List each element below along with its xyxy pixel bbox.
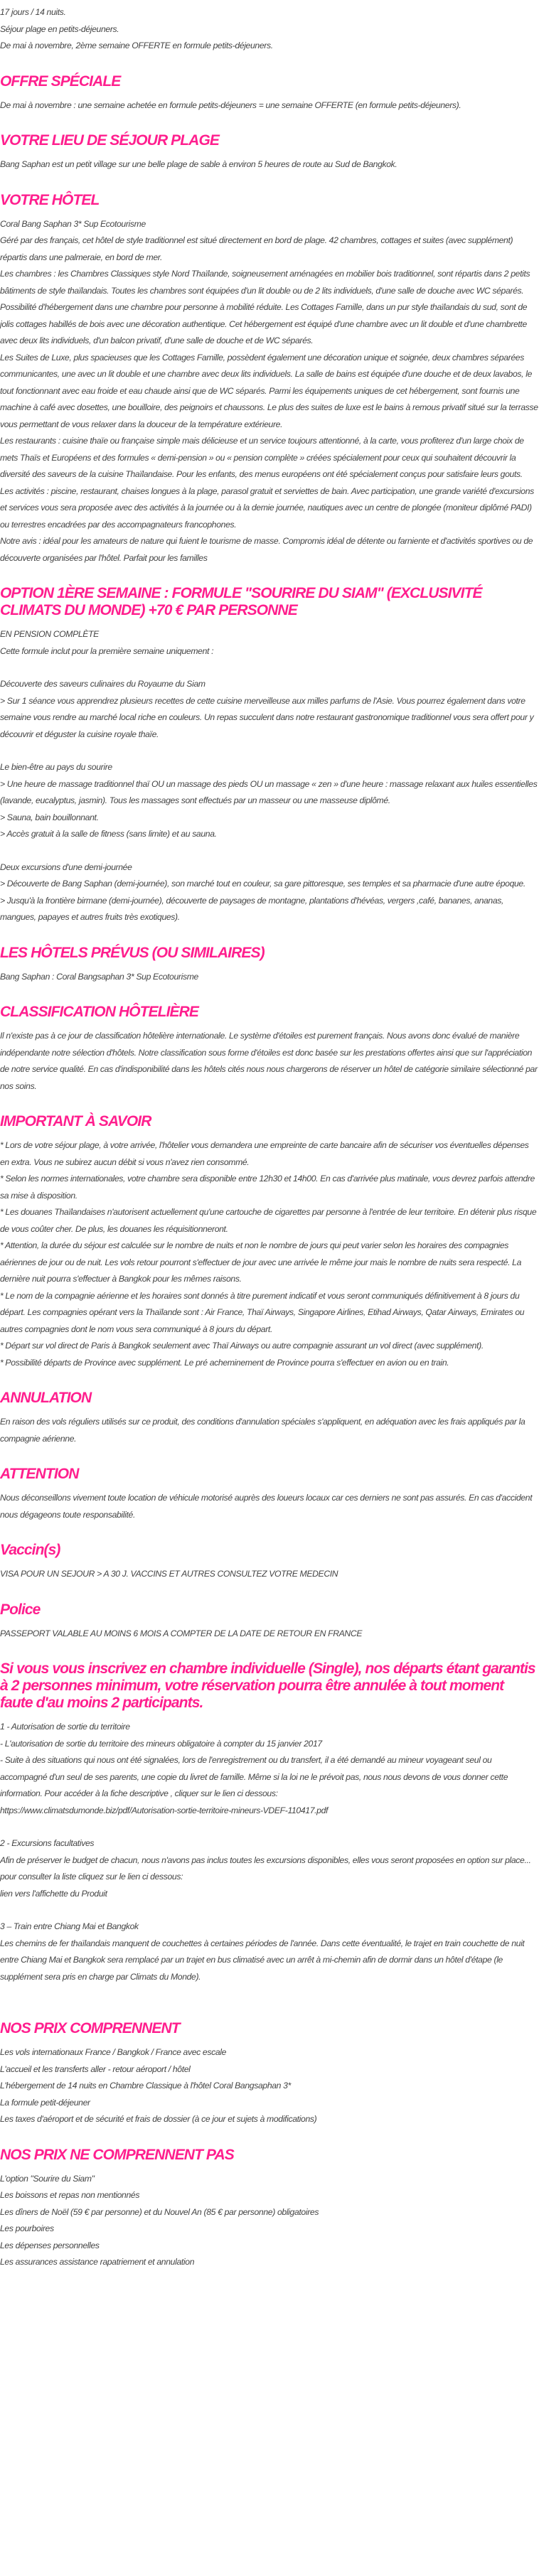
price-includes-section — [0, 2020, 539, 2128]
single-room-title: Si vous vous inscrivez en chambre individuelle (Single), nos départs étant garantis à 2 personnes minimum, votre réservation pourra être annulée à tout moment faute d'au moins 2 participants. — [0, 1660, 535, 1711]
warning-text: Nous déconseillons vivement toute location de véhicule motorisé auprès des loueurs locaux car ces derniers ne sont pas assurés. En cas d'accident nous dégageons toute responsabilité. — [0, 1493, 533, 1520]
special-offer-text: De mai à novembre : une semaine achetée en formule petits-déjeuners = une semaine OFFERTE (en formule petits-déjeuners). — [0, 100, 461, 110]
option-intro: Cette formule inclut pour la première semaine uniquement : — [0, 645, 214, 656]
exit-authorization-link[interactable]: https://www.climatsdumonde.biz/pdf/Autorisation-sortie-territoire-mineurs-VDEF-110417.pdf — [0, 1805, 329, 1815]
price-includes-item: Les vols internationaux France / Bangkok / France avec escale — [0, 2047, 227, 2057]
price-includes-item: Les taxes d'aéroport et de sécurité et frais de dossier (à ce jour et sujets à modifications) — [0, 2114, 317, 2124]
cancellation-title: ANNULATION — [0, 1390, 92, 1406]
option-title: OPTION 1ÈRE SEMAINE : FORMULE "SOURIRE DU SIAM" (EXCLUSIVITÉ CLIMATS DU MONDE) +70 € PAR PERSONNE — [0, 585, 482, 618]
beach-location-section — [0, 132, 539, 173]
special-offer-section — [0, 73, 539, 114]
cancellation-text: En raison des vols réguliers utilisés sur ce produit, des conditions d'annulation spéciales s'appliquent, en adéquation avec les frais appliqués par la compagnie aérienne. — [0, 1417, 525, 1444]
important-item: * Attention, la durée du séjour est calculée sur le nombre de nuits et non le nombre de jours qui peut varier selon les horaires des compagnies aériennes de jour ou de nuit. Les vols retour pourront s'effectuer de jour avec une arrivée le même jour mais le nombre de nuits sera respecté. La dernière nuit pourra s'effectuer à Bangkok pour les mêmes raisons. — [0, 1240, 522, 1284]
option-block-heading: Deux excursions d'une demi-journée — [0, 862, 132, 872]
single-block-line: Afin de préserver le budget de chacun, nous n'avons pas inclus toutes les excursions disponibles, elles vous seront proposées en option sur place... pour consulter la liste cliquez sur le lien ci dessous: — [0, 1855, 531, 1882]
price-excludes-item: Les dépenses personnelles — [0, 2240, 100, 2250]
planned-hotels-title: LES HÔTELS PRÉVUS (OU SIMILAIRES) — [0, 944, 265, 961]
product-poster-link[interactable]: lien vers l'affichette du Produit — [0, 1888, 107, 1899]
hotel-restaurants: Les restaurants : cuisine thaïe ou française simple mais délicieuse et un service toujours attentionné, à la carte, vous profiterez d'un large choix de mets Thaïs et Européens et des formules « demi-pension » ou « pension complète » créées spécialement pour ceux qui souhaitent découvrir la diversité des saveurs de la cuisine Thaïlandaise. Pour les enfants, des menus européens ont été spécialement conçus pour satisfaire leurs gouts. — [0, 436, 524, 479]
price-excludes-item: Les pourboires — [0, 2223, 54, 2233]
hotel-description: Géré par des français, cet hôtel de style traditionnel est situé directement en bord de plage. 42 chambres, cottages et suites (avec supplément) répartis dans une palmeraie, en bord de mer. — [0, 235, 513, 262]
beach-location-text: Bang Saphan est un petit village sur une belle plage de sable à environ 5 heures de route au Sud de Bangkok. — [0, 159, 397, 169]
price-includes-item: L'hébergement de 14 nuits en Chambre Classique à l'hôtel Coral Bangsaphan 3* — [0, 2081, 291, 2091]
single-block-heading: 2 - Excursions facultatives — [0, 1838, 95, 1848]
hotel-name: Coral Bang Saphan 3* Sup Ecotourisme — [0, 218, 146, 229]
single-block-heading: 3 – Train entre Chiang Mai et Bangkok — [0, 1921, 139, 1931]
planned-hotels-text: Bang Saphan : Coral Bangsaphan 3* Sup Ecotourisme — [0, 971, 198, 982]
important-item: * Départ sur vol direct de Paris à Bangkok seulement avec Thaï Airways ou autre compagnie assurant un vol direct (avec supplément). — [0, 1341, 484, 1351]
single-block-heading: 1 - Autorisation de sortie du territoire — [0, 1722, 130, 1732]
warning-section — [0, 1466, 539, 1523]
important-item: * Lors de votre séjour plage, à votre arrivée, l'hôtelier vous demandera une empreinte de carte bancaire afin de sécuriser vos éventuelles dépenses en extra. Vous ne subirez aucun débit si vous n'avez rien consommé. — [0, 1140, 529, 1167]
intro-offer: De mai à novembre, 2ème semaine OFFERTE en formule petits-déjeuners. — [0, 41, 273, 50]
option-block-line: > Jusqu'à la frontière birmane (demi-journée), découverte de paysages de montagne, plantations d'hévéas, vergers ,café, bananes, ananas, mangues, papayes et autres fruits très exotiques). — [0, 895, 504, 922]
option-block-line: > Sauna, bain bouillonnant. — [0, 812, 99, 822]
police-text: PASSEPORT VALABLE AU MOINS 6 MOIS A COMPTER DE LA DATE DE RETOUR EN FRANCE — [0, 1628, 363, 1638]
hotel-title: VOTRE HÔTEL — [0, 191, 100, 208]
price-excludes-item: Les assurances assistance rapatriement et annulation — [0, 2257, 195, 2267]
important-item: * Selon les normes internationales, votre chambre sera disponible entre 12h30 et 14h00. En cas d'arrivée plus matinale, vous devrez parfois attendre sa mise à disposition. — [0, 1174, 535, 1201]
single-block-line: - L'autorisation de sortie du territoire des mineurs obligatoire à compter du 15 janvier 2017 — [0, 1738, 322, 1749]
police-title: Police — [0, 1601, 41, 1618]
important-item: * Le nom de la compagnie aérienne et les horaires sont donnés à titre purement indicatif et vous seront communiqués définitivement à 8 jours du départ. Les compagnies opérant vers la Thaïlande sont : Air France, Thaï Airways, Singapore Airlines, Etihad Airways, Qatar Airways, Emirates ou autres compagnies dont le nom vous sera communiqué à 8 jours du départ. — [0, 1290, 525, 1334]
beach-location-title: VOTRE LIEU DE SÉJOUR PLAGE — [0, 132, 219, 149]
hotel-review: Notre avis : idéal pour les amateurs de nature qui fuient le tourisme de masse. Compromis idéal de détente ou farniente et d'activités sportives ou de découverte organisées par l'hôtel. Parfait pour les familles — [0, 536, 533, 563]
single-block-line: - Suite à des situations qui nous ont été signalées, lors de l'enregistrement ou du transfert, il a été demandé au mineur voyageant seul ou accompagné d'un seul de ses parents, une copie du livret de famille. Même si la loi ne le prévoit pas, nous nous devons de vous donner cette information. Pour accéder à la fiche descriptive , cliquer sur le lien ci dessous: — [0, 1755, 508, 1798]
hotel-activities: Les activités : piscine, restaurant, chaises longues à la plage, parasol gratuit et serviettes de bain. Avec participation, une grande variété d'excursions et services vous sera proposée avec des activités à la journée ou à la demie journée, nautiques avec un centre de plongée (moniteur diplômé PADI) ou terrestres encadrées par des accompagnateurs francophones. — [0, 485, 534, 530]
hotel-suites: Les Suites de Luxe, plus spacieuses que les Cottages Famille, possèdent également une décoration unique et soignée, deux chambres séparées communicantes, une avec un lit double et une chambre avec deux lits individuels. La salle de bains est équipée d'une douche et de deux lavabos, le tout fonctionnant avec eau froide et eau chaude ainsi que de WC séparés. Parmi les équipements uniques de cet hébergement, sont fournis une machine à café avec dosettes, une bouilloire, des peignoirs et chaussons. Le plus des suites de luxe est le bains à remous privatif situé sur la terrasse vous permettant de vous relaxer dans la douceur de la température extérieure. — [0, 352, 538, 429]
price-includes-title: NOS PRIX COMPRENNENT — [0, 2020, 180, 2036]
price-excludes-item: Les boissons et repas non mentionnés — [0, 2190, 140, 2200]
vaccines-text: VISA POUR UN SEJOUR > A 30 J. VACCINS ET AUTRES CONSULTEZ VOTRE MEDECIN — [0, 1569, 338, 1579]
price-includes-item: L'accueil et les transferts aller - retour aéroport / hôtel — [0, 2064, 191, 2074]
hotel-classification-section — [0, 1004, 539, 1095]
planned-hotels-section — [0, 945, 539, 986]
option-section — [0, 585, 539, 926]
warning-title: ATTENTION — [0, 1466, 79, 1482]
hotel-classification-text: Il n'existe pas à ce jour de classification hôtelière internationale. Le système d'étoiles est purement français. Nous avons donc évalué de manière indépendante notre sélection d'hôtels. Notre classification sous forme d'étoiles est donc basée sur les prestations offertes ainsi que sur l'appréciation de notre service qualité. En cas d'indisponibilité dans les hôtels cités nous nous chargerons de réserver un hôtel de catégorie similaire sélectionné par nos soins. — [0, 1031, 538, 1091]
hotel-section — [0, 192, 539, 567]
hotel-rooms: Les chambres : les Chambres Classiques style Nord Thaïlande, soigneusement aménagées en mobilier bois traditionnel, sont répartis dans 2 petits bâtiments de style thaïlandais. Toutes les chambres sont équipées d'un lit double ou de 2 lits individuels, d'une salle de douche avec WC séparés. Possibilité d'hébergement dans une chambre pour personne à mobilité réduite. Les Cottages Famille, dans un pur style thaïlandais du sud, sont de jolis cottages habillés de bois avec une décoration authentique. Cet hébergement est équipé d'une chambre avec un lit double et d'une chambrette avec deux lits individuels, d'un balcon privatif, d'une salle de douche et de WC séparés. — [0, 269, 530, 345]
important-title: IMPORTANT À SAVOIR — [0, 1113, 151, 1129]
vaccines-title: Vaccin(s) — [0, 1542, 60, 1558]
price-includes-item: La formule petit-déjeuner — [0, 2097, 90, 2108]
price-excludes-title: NOS PRIX NE COMPRENNENT PAS — [0, 2146, 234, 2163]
price-excludes-item: L'option "Sourire du Siam" — [0, 2173, 95, 2184]
option-block-heading: Découverte des saveurs culinaires du Royaume du Siam — [0, 679, 206, 689]
single-block-line: Les chemins de fer thaïlandais manquent de couchettes à certaines périodes de l'année. Dans cette éventualité, le trajet en train couchette de nuit entre Chiang Mai et Bangkok sera remplacé par un trajet en bus climatisé avec un arrêt à mi-chemin afin de dormir dans un hôtel d'étape (le supplément sera pris en charge par Climats du Monde). — [0, 1938, 525, 1982]
single-room-section — [0, 1660, 539, 2002]
option-block-line: > Sur 1 séance vous apprendrez plusieurs recettes de cette cuisine merveilleuse aux milles parfums de l'Asie. Vous pourrez également dans votre semaine vous rendre au marché local riche en couleurs. Un repas succulent dans notre restaurant gastronomique traditionnel vous sera offert pour y découvrir et déguster la cuisine royale thaïe. — [0, 695, 534, 739]
option-subtitle: EN PENSION COMPLÈTE — [0, 629, 99, 639]
important-section — [0, 1113, 539, 1371]
option-block-line: > Une heure de massage traditionnel thaï OU un massage des pieds OU un massage « zen » d'une heure : massage relaxant aux huiles essentielles (lavande, eucalyptus, jasmin). Tous les massages sont effectués par un masseur ou une masseuse diplômé. — [0, 778, 538, 805]
intro-duration: 17 jours / 14 nuits. — [0, 7, 66, 17]
police-section — [0, 1601, 539, 1643]
important-item: * Les douanes Thaïlandaises n'autorisent actuellement qu'une cartouche de cigarettes par personne à l'entrée de leur territoire. En détenir plus risque de vous coûter cher. De plus, les douanes les réquisitionneront. — [0, 1207, 537, 1234]
option-block-line: > Accès gratuit à la salle de fitness (sans limite) et au sauna. — [0, 829, 217, 839]
price-excludes-section — [0, 2147, 539, 2271]
cancellation-section — [0, 1390, 539, 1447]
important-item: * Possibilité départs de Province avec supplément. Le pré acheminement de Province pourra s'effectuer en avion ou en train. — [0, 1357, 449, 1368]
price-excludes-item: Les dîners de Noël (59 € par personne) et du Nouvel An (85 € par personne) obligatoires — [0, 2206, 319, 2217]
option-block-heading: Le bien-être au pays du sourire — [0, 762, 112, 772]
option-block-line: > Découverte de Bang Saphan (demi-journée), son marché tout en couleur, sa gare pittoresque, ses temples et sa pharmacie d'une autre époque. — [0, 879, 525, 889]
intro-formula: Séjour plage en petits-déjeuners. — [0, 23, 119, 34]
special-offer-title: OFFRE SPÉCIALE — [0, 73, 121, 90]
vaccines-section — [0, 1542, 539, 1583]
hotel-classification-title: CLASSIFICATION HÔTELIÈRE — [0, 1004, 199, 1020]
intro-section — [0, 4, 539, 55]
